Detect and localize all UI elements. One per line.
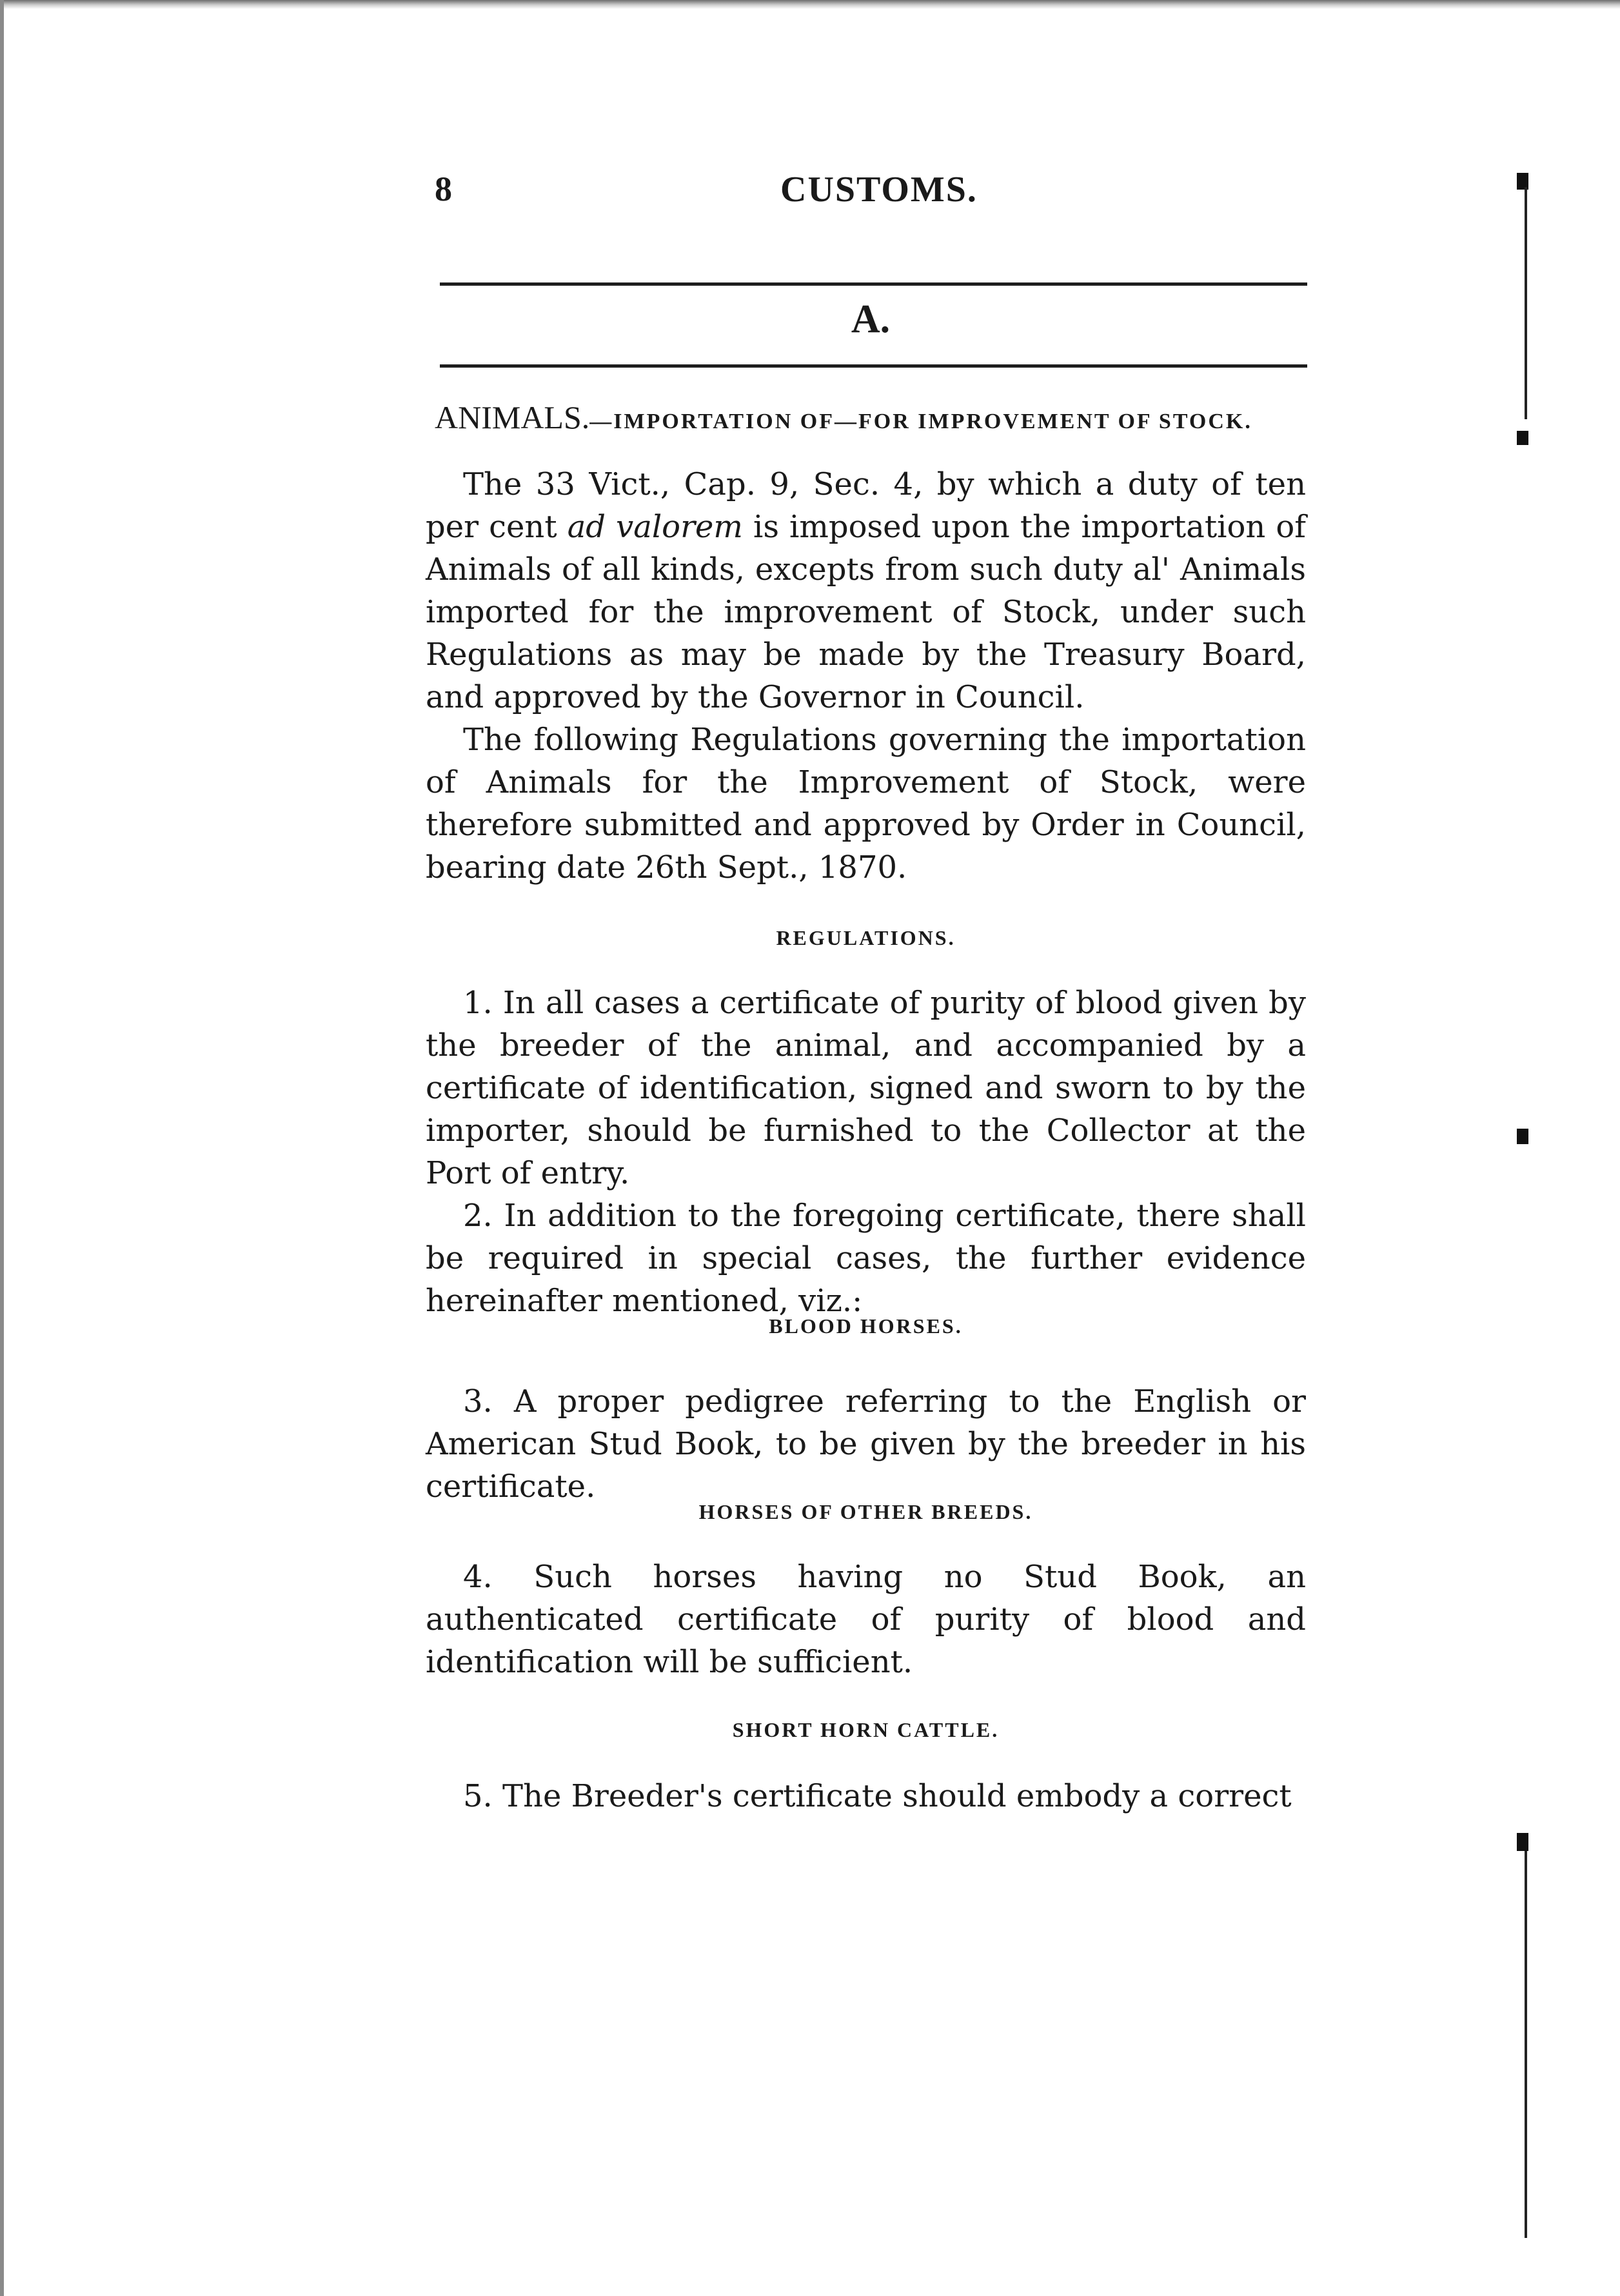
blood-horses-heading: BLOOD HORSES. [769, 1314, 963, 1338]
intro-p1-italic: ad valorem [567, 509, 743, 545]
section-letter: A. [851, 297, 891, 341]
regulation-item-3: 3. A proper pedigree referring to the English or American Stud Book, to be given by the breeder in his certificate. [426, 1383, 1306, 1505]
section-heading-main: ANIMALS. [435, 399, 590, 435]
regulation-item-4: 4. Such horses having no Stud Book, an authenticated certificate of purity of blood and identification will be sufficient. [426, 1559, 1306, 1680]
binding-mark [1517, 431, 1528, 445]
short-horn-heading: SHORT HORN CATTLE. [732, 1718, 1000, 1741]
intro-paragraph-2: The following Regulations governing the importation of Animals for the Improvement of Stock, were therefore submitted and approved by Order in Council, bearing date 26th Sept., 1870. [426, 722, 1306, 886]
scan-left-edge [0, 0, 4, 2296]
intro-paragraph-1 [426, 463, 1306, 718]
regulation-item-1: 1. In all cases a certificate of purity of blood given by the breeder of the animal, and accompanied by a certificate of identification, signed and sworn to by the importer, should be furnished to the Collector at the Port of entry. [426, 985, 1306, 1191]
top-rule [440, 282, 1307, 286]
short-horn-text [426, 1775, 1306, 1817]
section-heading-sub: —IMPORTATION OF—FOR IMPROVEMENT OF STOCK. [589, 410, 1252, 433]
page-number: 8 [435, 170, 452, 208]
other-breeds-text [426, 1556, 1306, 1683]
running-head: CUSTOMS. [780, 170, 978, 210]
intro-text [426, 463, 1306, 889]
intro-p1-end: is imposed upon the importation of Animals of all kinds, excepts from such duty al' Animals imported for the improvement of Stock, under such Regulations as may be made by the Treasury Board, and approved by the Governor in Council. [426, 509, 1307, 715]
regulations-text [426, 982, 1306, 1322]
binding-line [1525, 187, 1527, 419]
binding-line [1525, 1851, 1527, 2238]
binding-mark [1517, 1833, 1528, 1851]
regulation-item-5: 5. The Breeder's certificate should embody a correct [463, 1778, 1292, 1814]
section-heading [435, 399, 1307, 436]
other-breeds-heading: HORSES OF OTHER BREEDS. [698, 1500, 1033, 1523]
bottom-rule [440, 364, 1307, 368]
regulation-item-2: 2. In addition to the foregoing certificate, there shall be required in special cases, the further evidence hereinafter mentioned, viz.: [426, 1198, 1306, 1319]
scan-top-edge [0, 0, 1620, 9]
regulations-heading: REGULATIONS. [776, 926, 956, 949]
binding-mark [1517, 1129, 1528, 1144]
intro-p1-start: The 33 Vict., Cap. 9, Sec. 4, by which a duty of ten per cent [426, 466, 1306, 545]
blood-horses-text [426, 1380, 1306, 1508]
